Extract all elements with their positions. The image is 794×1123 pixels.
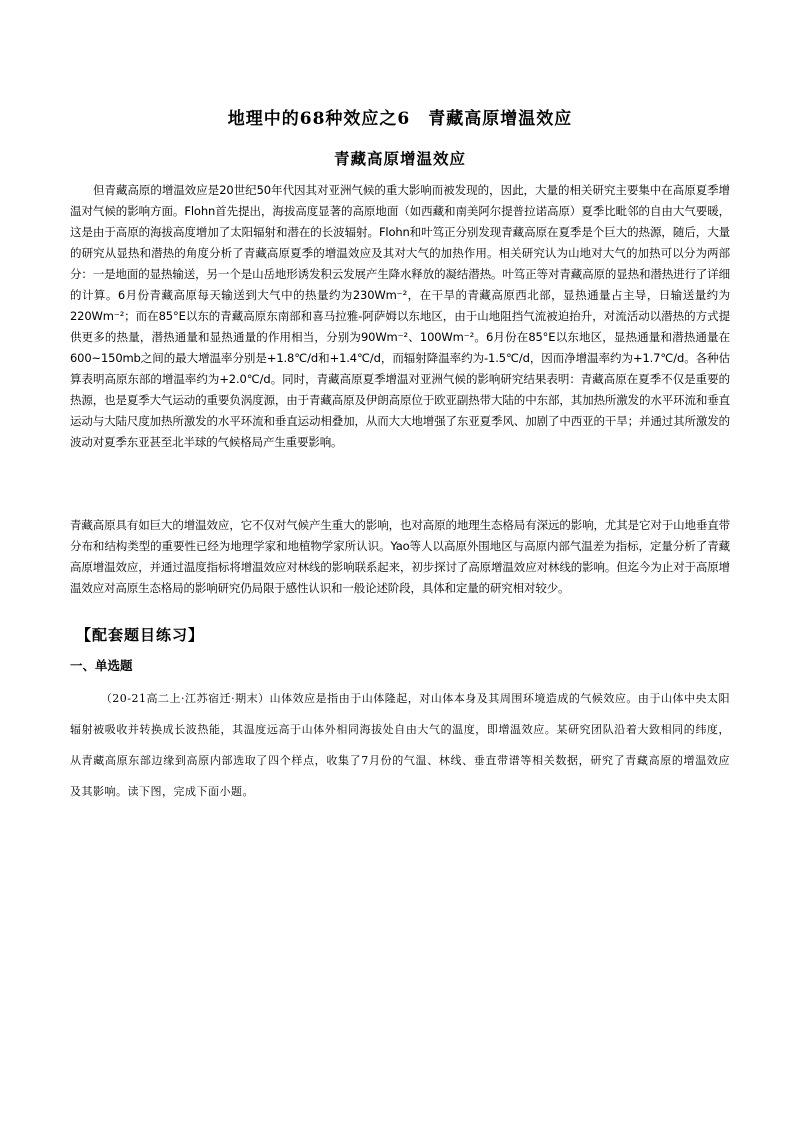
body-paragraph-1: 但青藏高原的增温效应是20世纪50年代因其对亚洲气候的重大影响而被发现的，因此，大量的相关研究主要集中在高原夏季增温对气候的影响方面。Flohn首先提出，海拔高度显著的高原地面（如西藏和南美阿尔提普拉诺高原）夏季比毗邻的自由大气要暖，这是由于高原的海拔高度增加了太阳辐射和潜在的长波辐射。Flohn和叶笃正分别发现青藏高原在夏季是个巨大的热源，随后，大量的研究从显热和潜热的角度分析了青藏高原夏季的增温效应及其对大气的加热作用。相关研究认为山地对大气的加热可以分为两部分：一是地面的显热输送，另一个是山岳地形诱发积云发展产生降水释放的凝结潜热。叶笃正等对青藏高原的显热和潜热进行了详细的计算。6月份青藏高原每天输送到大气中的热量约为230Wm⁻²，在干旱的青藏高原西北部，显热通量占主导，日输送量约为220Wm⁻²；而在85°E以东的青藏高原东南部和喜马拉雅-阿萨姆以东地区，由于山地阻挡气流被迫抬升，对流活动以潜热的方式提供更多的热量，潜热通量和显热通量的作用相当，分别为90Wm⁻²、100Wm⁻²。6月份在85°E以东地区，显热通量和潜热通量在600~150mb之间的最大增温率分别是+1.8℃/d和+1.4℃/d，而辐射降温率约为-1.5℃/d，因而净增温率约为+1.7℃/d。各种估算表明高原东部的增温率约为+2.0℃/d。同时，青藏高原夏季增温对亚洲气候的影响研究结果表明：青藏高原在夏季不仅是重要的热源，也是夏季大气运动的重要负涡度源，由于青藏高原及伊朗高原位于欧亚副热带大陆的中东部，其加热所激发的水平环流和垂直运动与大陆尺度加热所激发的水平环流和垂直运动相叠加，从而大大地增强了东亚夏季风、加剧了中西亚的干旱；并通过其所激发的波动对夏季东亚甚至北半球的气候格局产生重要影响。 xyxy=(70,183,730,449)
article-subtitle: 青藏高原增温效应 xyxy=(333,150,466,168)
question-stem: （20-21高二上·江苏宿迁·期末）山体效应是指由于山体隆起，对山体本身及其周围环境造成的气候效应。由于山体中央太阳辐射被吸收并转换成长波热能，其温度远高于山体外相同海拔处自由大气的温度，即增温效应。某研究团队沿着大致相同的纬度，从青藏高原东部边缘到高原内部选取了四个样点，收集了7月份的气温、林线、垂直带谱等相关数据，研究了青藏高原的增温效应及其影响。读下图，完成下面小题。 xyxy=(70,692,730,798)
exercise-section-heading: 【配套题目练习】 xyxy=(76,626,205,644)
body-paragraph-2: 青藏高原具有如巨大的增温效应，它不仅对气候产生重大的影响，也对高原的地理生态格局有深远的影响，尤其是它对于山地垂直带分布和结构类型的重要性已经为地理学家和地植物学家所认识。Yao等人以高原外围地区与高原内部气温差为指标，定量分析了青藏高原增温效应，并通过温度指标将增温效应对林线的影响联系起来，初步探讨了高原增温效应对林线的影响。但迄今为止对于高原增温效应对高原生态格局的影响研究仍局限于感性认识和一般论述阶段，具体和定量的研究相对较少。 xyxy=(70,518,730,595)
single-choice-heading: 一、单选题 xyxy=(70,658,133,673)
document-title: 地理中的68种效应之6 青藏高原增温效应 xyxy=(227,109,573,129)
